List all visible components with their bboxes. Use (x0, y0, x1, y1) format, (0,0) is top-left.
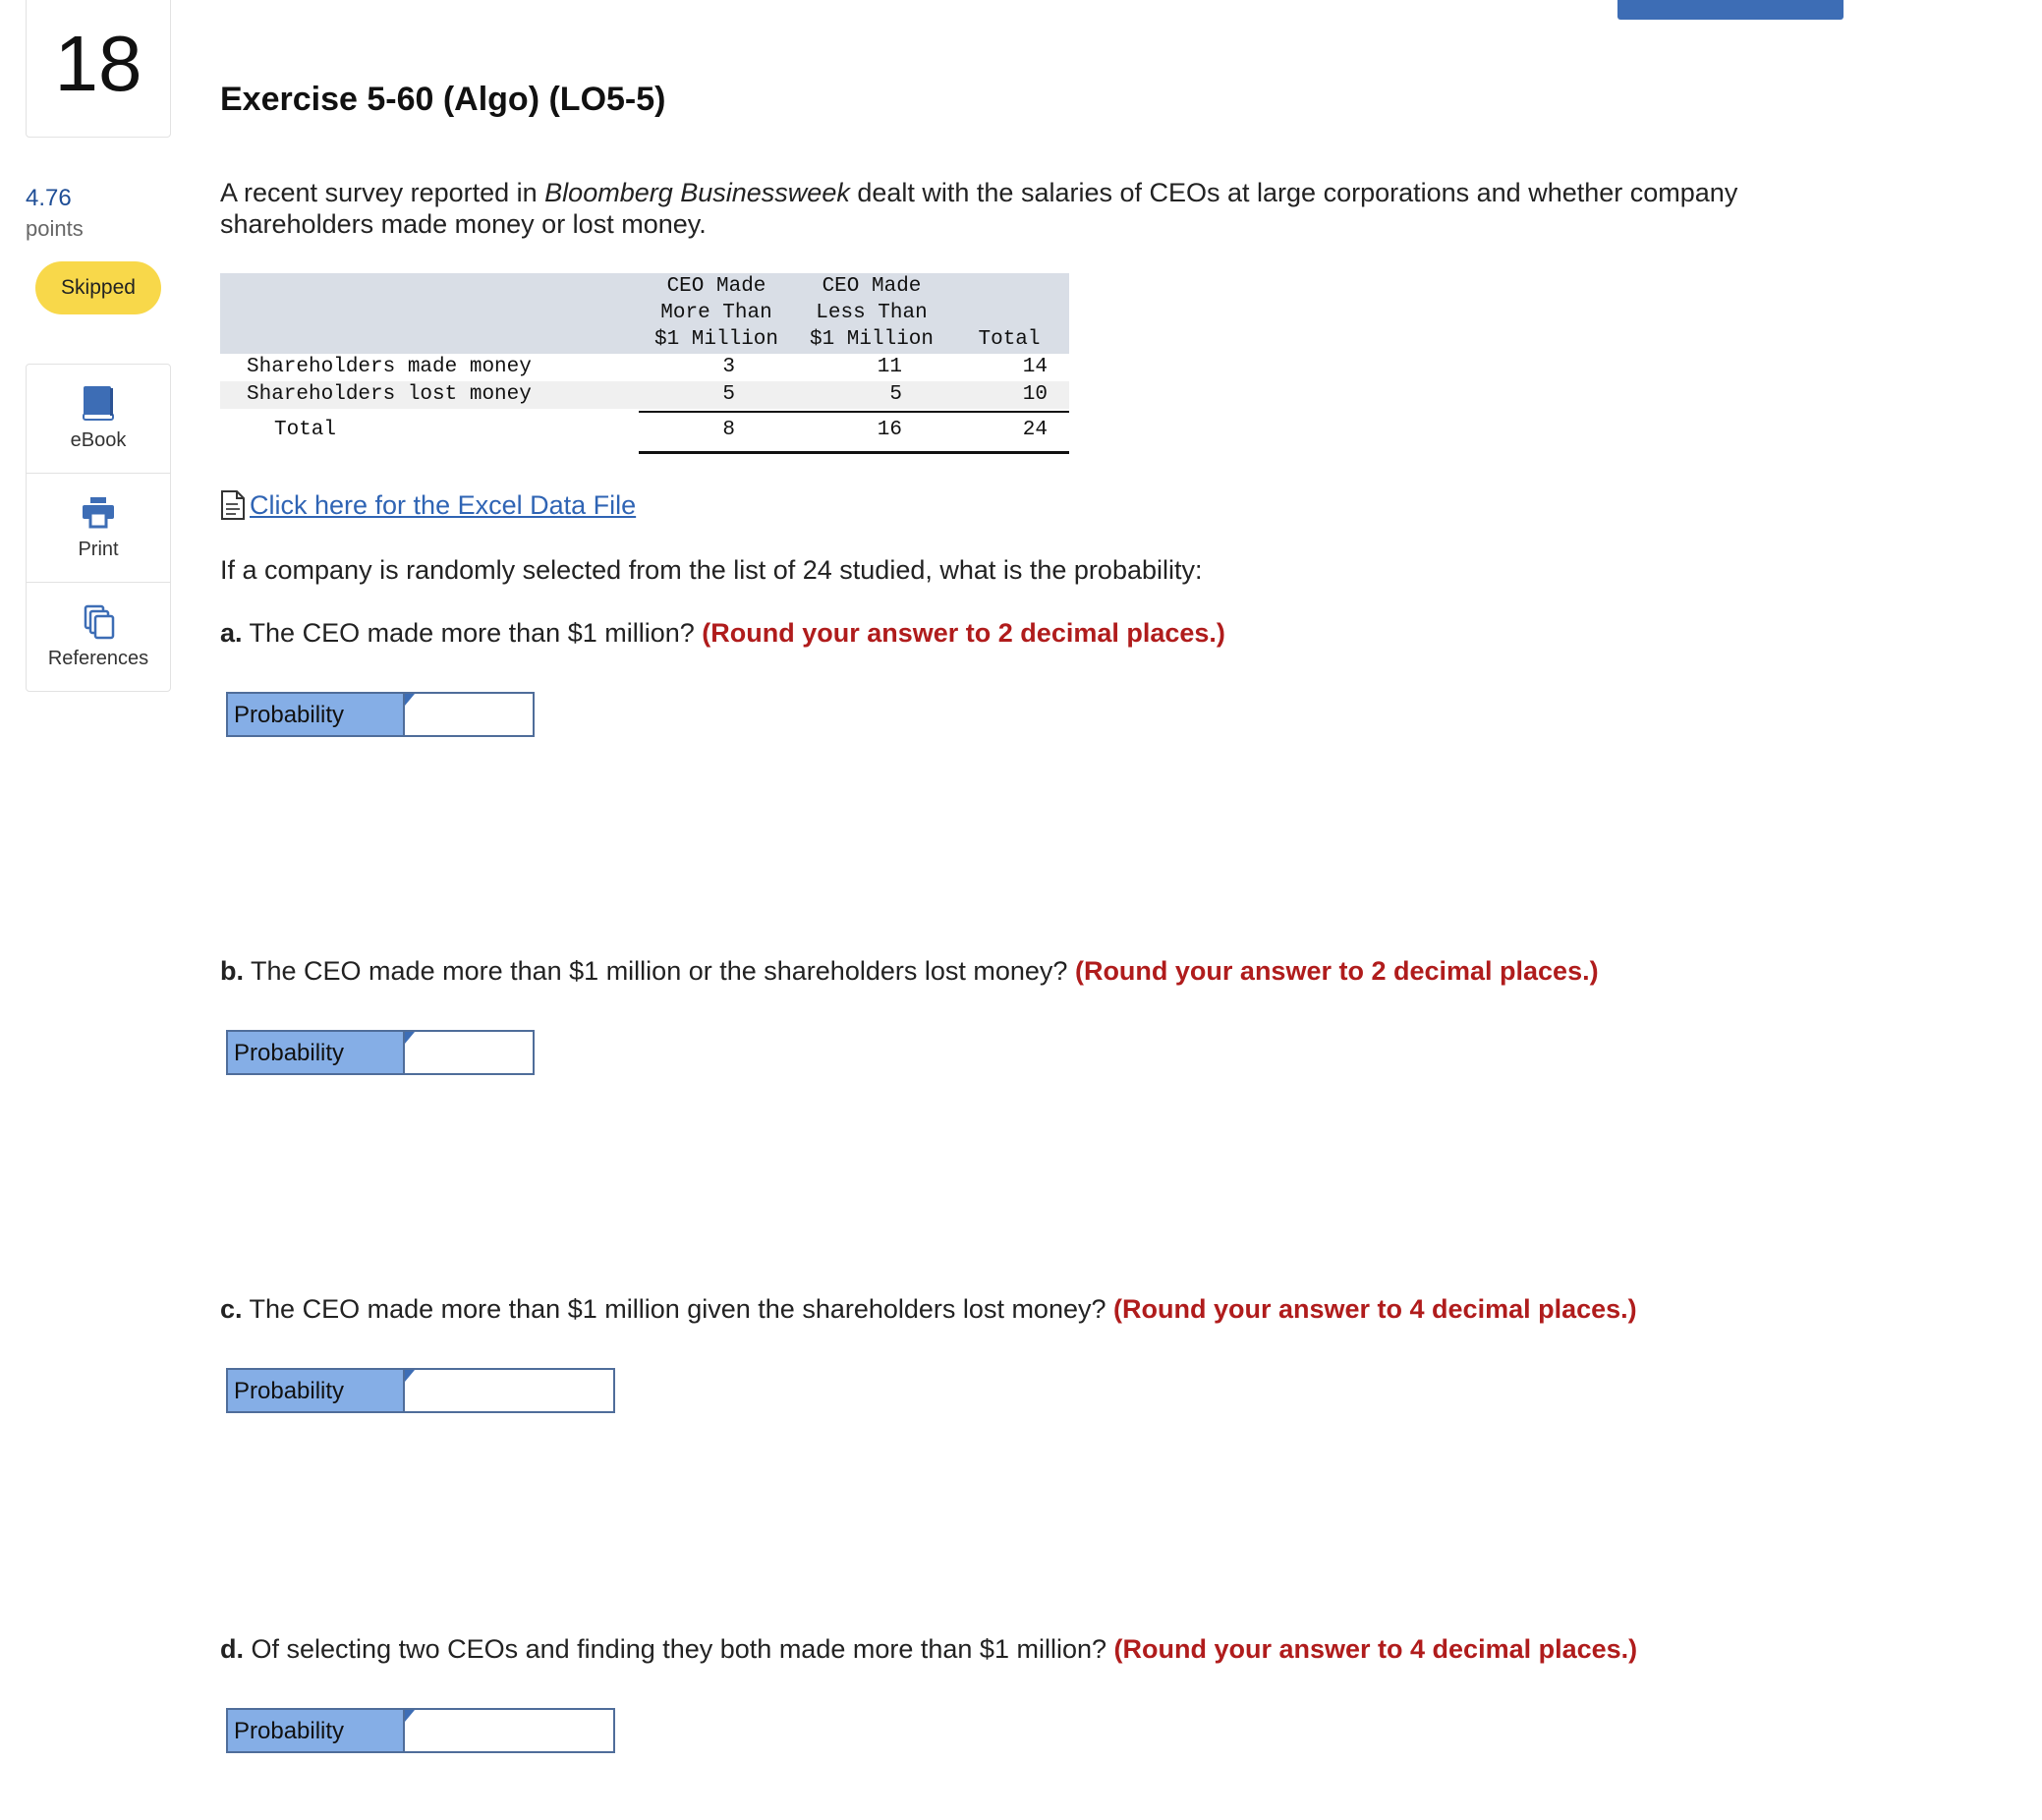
answer-d-input[interactable] (405, 1710, 613, 1751)
question-c-note: (Round your answer to 4 decimal places.) (1113, 1294, 1637, 1324)
exercise-title: Exercise 5-60 (Algo) (LO5-5) (220, 81, 666, 118)
table-cell: 5 (889, 383, 902, 406)
question-b-note: (Round your answer to 2 decimal places.) (1074, 956, 1599, 986)
corner-marker-icon (405, 1710, 415, 1722)
table-row-label: Shareholders made money (247, 356, 532, 378)
question-prompt: If a company is randomly selected from the list of 24 studied, what is the probability: (220, 555, 1203, 585)
table-header-cell: $1 Million (809, 328, 935, 351)
answer-b-row (226, 1030, 535, 1075)
answer-a-input[interactable] (405, 694, 533, 735)
table-header-cell: $1 Million (653, 328, 779, 351)
copy-icon (81, 602, 116, 640)
question-d-text: Of selecting two CEOs and finding they both made more than $1 million? (251, 1634, 1106, 1664)
table-cell: 5 (722, 383, 735, 406)
question-b (220, 955, 1599, 987)
status-badge-label: Skipped (61, 276, 136, 299)
answer-c-label: Probability (228, 1370, 405, 1411)
table-header-cell: More Than (660, 302, 772, 324)
table-cell: 10 (1022, 383, 1048, 406)
answer-c-cell[interactable] (405, 1370, 613, 1411)
table-header-cell: Total (978, 328, 1041, 351)
table-header-cell: Less Than (816, 302, 928, 324)
status-badge (35, 261, 161, 314)
answer-d-row (226, 1708, 615, 1753)
table-subtotal-rule (639, 411, 1069, 413)
question-d-letter: d. (220, 1634, 244, 1664)
references-button[interactable] (27, 583, 170, 691)
intro-text-before: A recent survey reported in (220, 178, 545, 207)
answer-b-label: Probability (228, 1032, 405, 1073)
table-total-cell: 24 (1022, 419, 1048, 441)
table-cell: 11 (877, 356, 902, 378)
table-total-cell: 16 (877, 419, 902, 441)
corner-marker-icon (405, 1032, 415, 1044)
question-d-note: (Round your answer to 4 decimal places.) (1113, 1634, 1638, 1664)
question-a-note: (Round your answer to 2 decimal places.) (702, 618, 1225, 648)
question-d (220, 1633, 1637, 1665)
table-total-cell: 8 (722, 419, 735, 441)
table-cell: 14 (1022, 356, 1048, 378)
data-table (220, 273, 1069, 458)
ebook-button[interactable] (27, 365, 170, 473)
question-a-letter: a. (220, 618, 243, 648)
question-a-text: The CEO made more than $1 million? (249, 618, 695, 648)
excel-link-text[interactable]: Click here for the Excel Data File (250, 490, 637, 520)
question-c-letter: c. (220, 1294, 243, 1324)
answer-d-label: Probability (228, 1710, 405, 1751)
points-value: 4.76 (26, 185, 72, 211)
question-number-card (26, 0, 171, 138)
answer-c-input[interactable] (405, 1370, 613, 1411)
intro-source: Bloomberg Businessweek (544, 178, 850, 207)
points-label: points (26, 216, 84, 241)
intro-text-after: dealt with the salaries of CEOs at large corporations and whether company shareholders made money or lost money. (220, 178, 1738, 239)
table-header-cell: CEO Made (822, 275, 922, 298)
print-button[interactable] (27, 474, 170, 582)
excel-data-link[interactable] (220, 489, 636, 521)
file-icon (220, 489, 246, 521)
table-total-rule (639, 451, 1069, 454)
table-row-label: Shareholders lost money (247, 383, 532, 406)
answer-c-row (226, 1368, 615, 1413)
question-b-letter: b. (220, 956, 244, 986)
table-total-label: Total (274, 419, 337, 441)
corner-marker-icon (405, 694, 415, 706)
question-c (220, 1293, 1637, 1325)
question-number: 18 (54, 20, 142, 107)
table-cell: 3 (722, 356, 735, 378)
answer-a-row (226, 692, 535, 737)
top-action-button[interactable] (1617, 0, 1843, 20)
answer-b-input[interactable] (405, 1032, 533, 1073)
references-label: References (47, 648, 149, 669)
book-icon (81, 384, 116, 422)
answer-b-cell[interactable] (405, 1032, 533, 1073)
intro-paragraph (220, 177, 1842, 240)
table-header-cell: CEO Made (666, 275, 766, 298)
answer-d-cell[interactable] (405, 1710, 613, 1751)
printer-icon (81, 493, 116, 531)
answer-a-cell[interactable] (405, 694, 533, 735)
corner-marker-icon (405, 1370, 415, 1382)
question-b-text: The CEO made more than $1 million or the shareholders lost money? (251, 956, 1068, 986)
ebook-label: eBook (70, 429, 127, 451)
question-a (220, 617, 1225, 649)
tools-panel (26, 364, 171, 692)
print-label: Print (78, 539, 119, 560)
answer-a-label: Probability (228, 694, 405, 735)
question-c-text: The CEO made more than $1 million given the shareholders lost money? (249, 1294, 1106, 1324)
